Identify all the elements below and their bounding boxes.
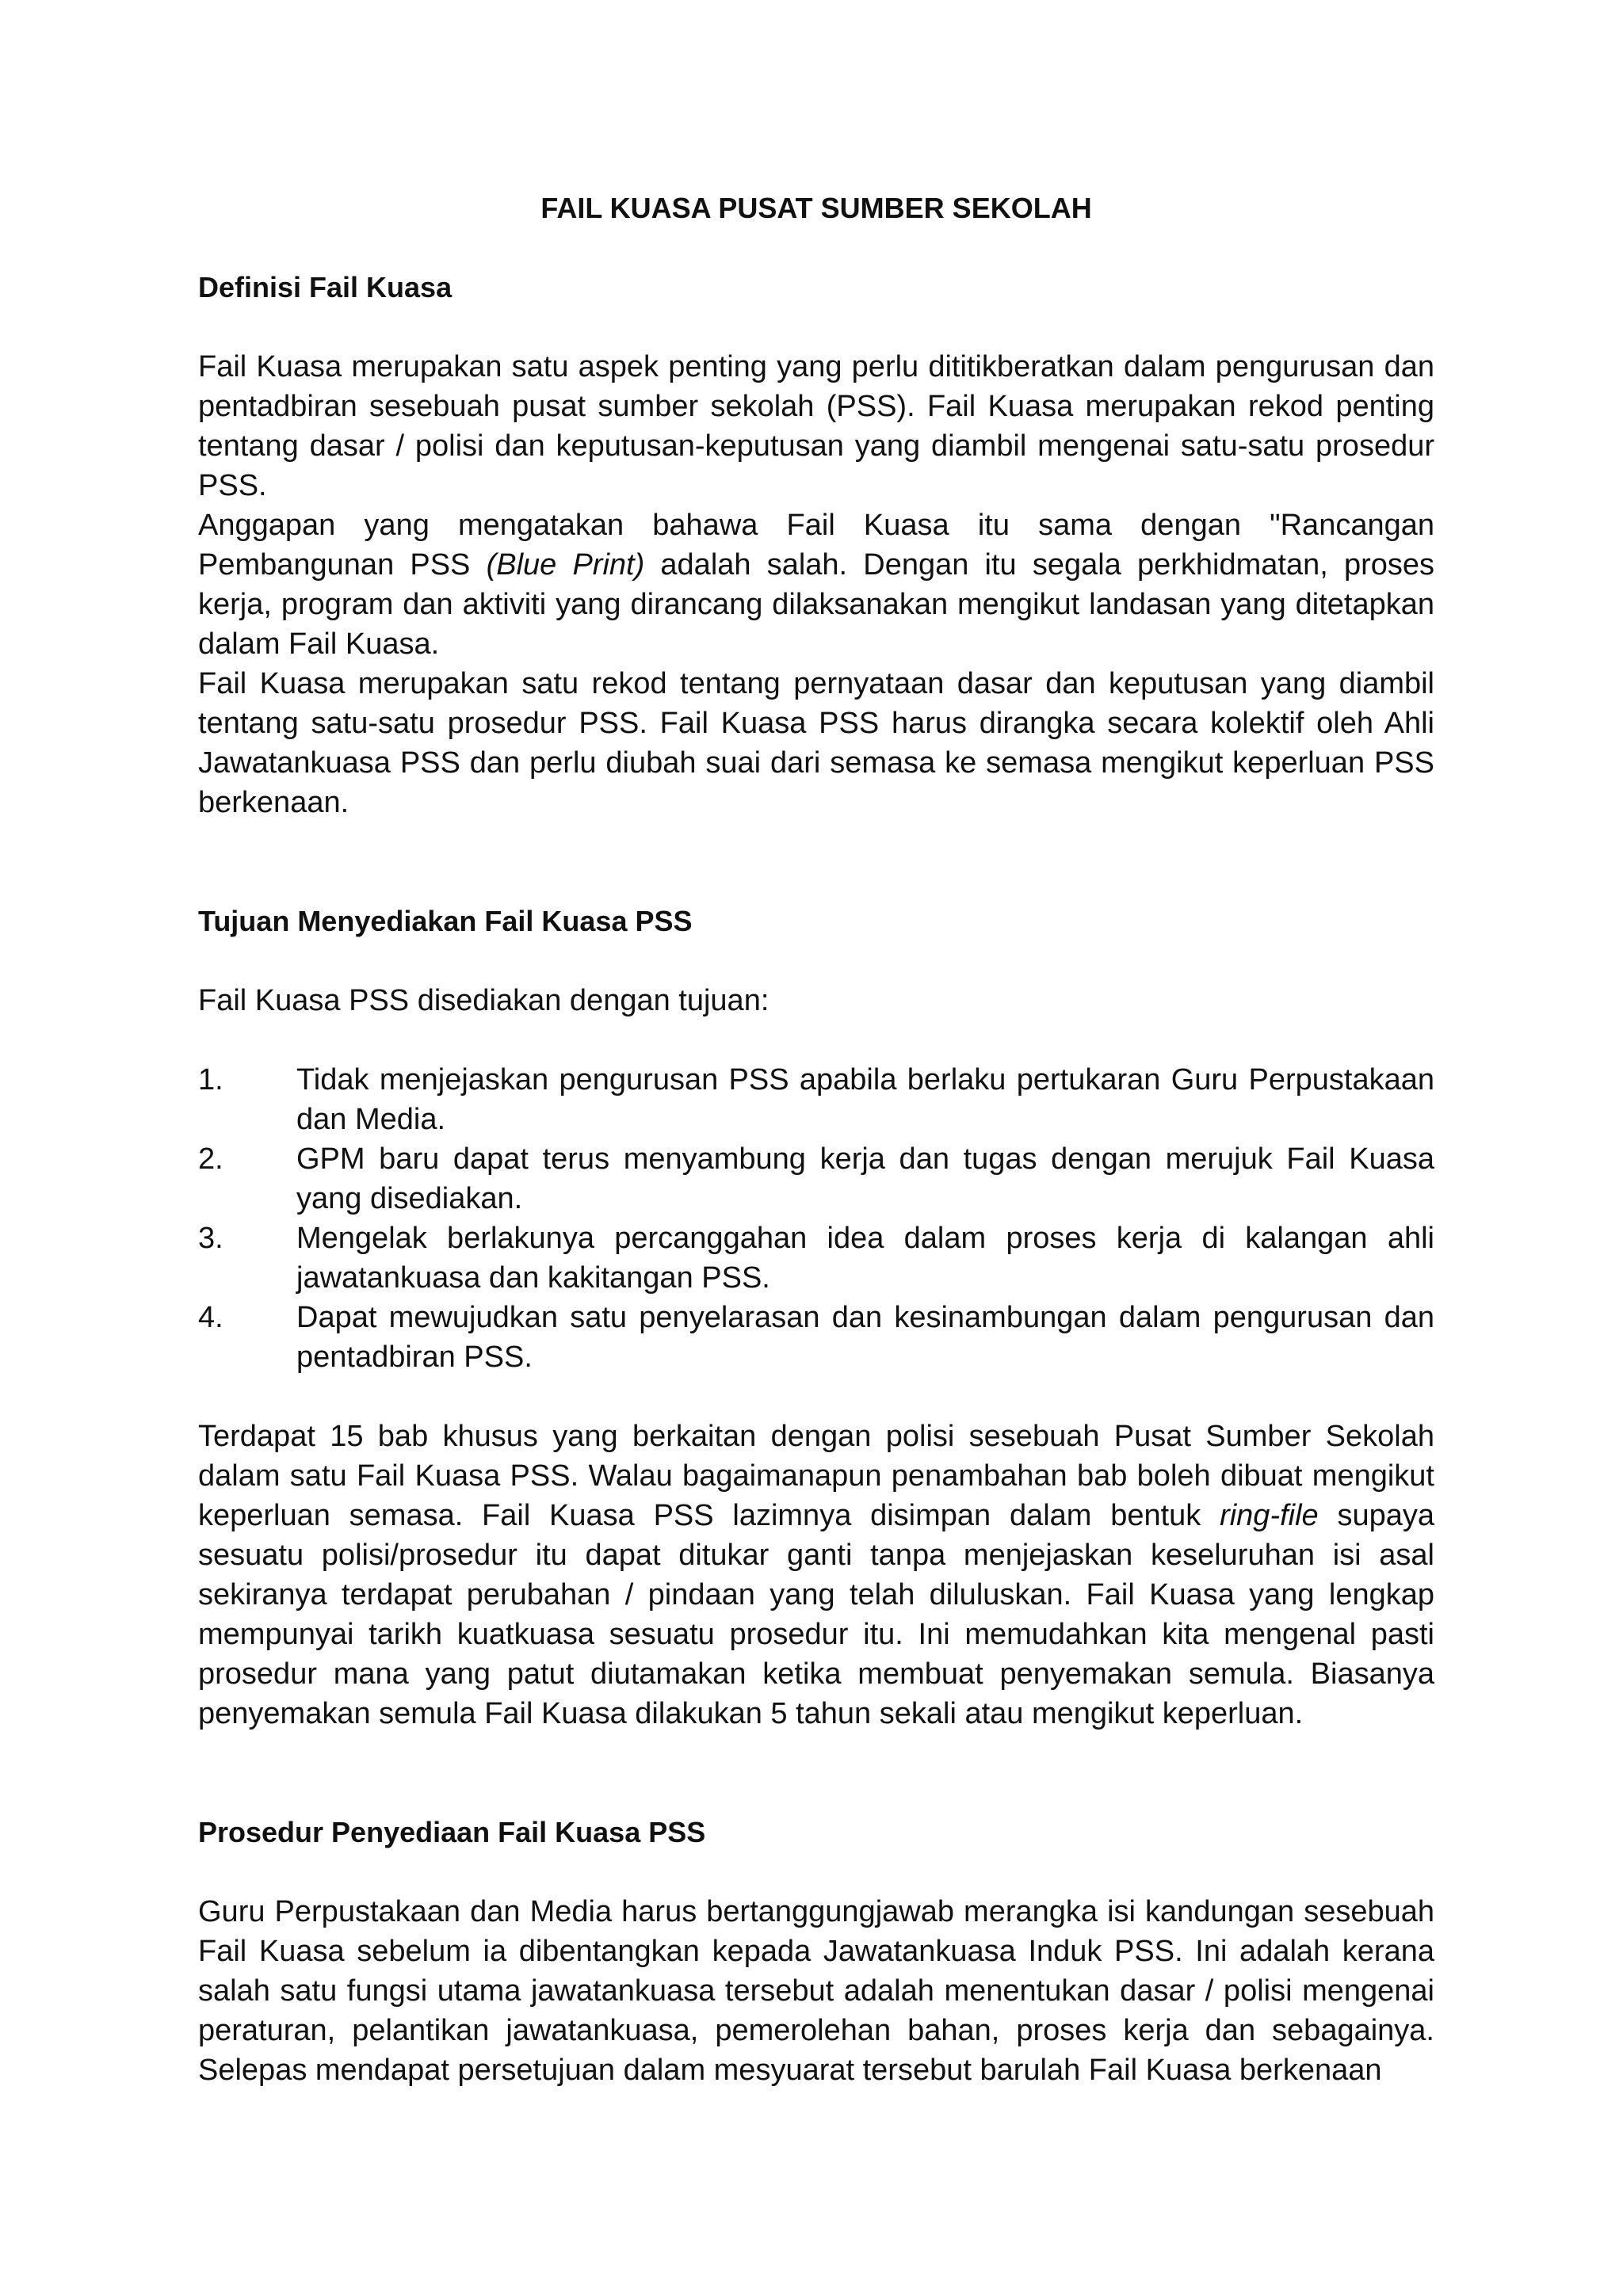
section-gap bbox=[198, 822, 1434, 902]
list-item-text: GPM baru dapat terus menyambung kerja dan tugas dengan merujuk Fail Kuasa yang disediakan. bbox=[296, 1142, 1434, 1215]
list-item-number: 3. bbox=[198, 1222, 223, 1255]
paragraph-definisi-3: Fail Kuasa merupakan satu rekod tentang pernyataan dasar dan keputusan yang diambil tentang satu-satu prosedur PSS. Fail Kuasa PSS harus dirangka secara kolektif oleh Ahli Jawatankuasa PSS dan perlu diubah suai dari semasa ke semasa mengikut keperluan PSS berkenaan. bbox=[198, 667, 1434, 819]
paragraph-definisi-2 bbox=[198, 505, 1434, 664]
paragraph-definisi-2-part-b: adalah salah. Dengan itu segala perkhidmatan, proses kerja, program dan aktiviti yang dirancang dilaksanakan mengikut landasan yang ditetapkan dalam Fail Kuasa. bbox=[198, 548, 1435, 661]
section-gap bbox=[198, 1733, 1434, 1813]
paragraph-tujuan-body-part-b: supaya sesuatu polisi/prosedur itu dapat ditukar ganti tanpa menjejaskan keseluruhan isi asal sekiranya terdapat perubahan / pindaan yang telah diluluskan. Fail Kuasa yang lengkap mempunyai tarikh kuatkuasa sesuatu prosedur itu. Ini memudahkan kita mengenal pasti prosedur mana yang patut diutamakan ketika membuat penyemakan semula. Biasanya penyemakan semula Fail Kuasa dilakukan 5 tahun sekali atau mengikut keperluan. bbox=[198, 1499, 1434, 1730]
list-item-text: Tidak menjejaskan pengurusan PSS apabila berlaku pertukaran Guru Perpustakaan dan Media. bbox=[296, 1063, 1434, 1136]
list-item-text: Dapat mewujudkan satu penyelarasan dan kesinambungan dalam pengurusan dan pentadbiran PSS. bbox=[296, 1301, 1434, 1374]
list-item bbox=[198, 1219, 1434, 1298]
list-item bbox=[198, 1060, 1434, 1139]
ring-file-italic: ring-file bbox=[1220, 1499, 1319, 1532]
list-item-number: 1. bbox=[198, 1063, 223, 1097]
list-item-text: Mengelak berlakunya percanggahan idea dalam proses kerja di kalangan ahli jawatankuasa dan kakitangan PSS. bbox=[296, 1222, 1434, 1295]
list-item bbox=[198, 1298, 1434, 1377]
document-title: FAIL KUASA PUSAT SUMBER SEKOLAH bbox=[540, 192, 1092, 224]
tujuan-list bbox=[198, 1060, 1434, 1377]
section-heading-prosedur: Prosedur Penyediaan Fail Kuasa PSS bbox=[198, 1816, 706, 1848]
list-item-number: 2. bbox=[198, 1142, 223, 1176]
paragraph-tujuan-intro: Fail Kuasa PSS disediakan dengan tujuan: bbox=[198, 984, 769, 1017]
paragraph-definisi-1: Fail Kuasa merupakan satu aspek penting yang perlu dititikberatkan dalam pengurusan dan pentadbiran sesebuah pusat sumber sekolah (PSS). Fail Kuasa merupakan rekod penting tentang dasar / polisi dan keputusan-keputusan yang diambil mengenai satu-satu prosedur PSS. bbox=[198, 350, 1434, 502]
paragraph-prosedur-1: Guru Perpustakaan dan Media harus bertanggungjawab merangka isi kandungan sesebuah Fail Kuasa sebelum ia dibentangkan kepada Jawatankuasa Induk PSS. Ini adalah kerana salah satu fungsi utama jawatankuasa tersebut adalah menentukan dasar / polisi mengenai peraturan, pelantikan jawatankuasa, pemerolehan bahan, proses kerja dan sebagainya. Selepas mendapat persetujuan dalam mesyuarat tersebut barulah Fail Kuasa berkenaan bbox=[198, 1895, 1434, 2087]
paragraph-gap bbox=[198, 1377, 1434, 1417]
blue-print-italic: (Blue Print) bbox=[486, 548, 645, 582]
paragraph-tujuan-body-part-a: Terdapat 15 bab khusus yang berkaitan dengan polisi sesebuah Pusat Sumber Sekolah dalam satu Fail Kuasa PSS. Walau bagaimanapun penambahan bab boleh dibuat mengikut keperluan semasa. Fail Kuasa PSS lazimnya disimpan dalam bentuk bbox=[198, 1420, 1434, 1532]
section-heading-definisi: Definisi Fail Kuasa bbox=[198, 271, 453, 303]
list-item-number: 4. bbox=[198, 1301, 223, 1334]
paragraph-tujuan-body bbox=[198, 1417, 1434, 1733]
document-content bbox=[198, 189, 1434, 2090]
list-item bbox=[198, 1139, 1434, 1219]
paragraph-definisi-2-part-a: Anggapan yang mengatakan bahawa Fail Kuasa itu sama dengan "Rancangan Pembangunan PSS bbox=[198, 509, 1434, 582]
section-heading-tujuan: Tujuan Menyediakan Fail Kuasa PSS bbox=[198, 905, 693, 937]
paragraph-gap bbox=[198, 1020, 1434, 1060]
